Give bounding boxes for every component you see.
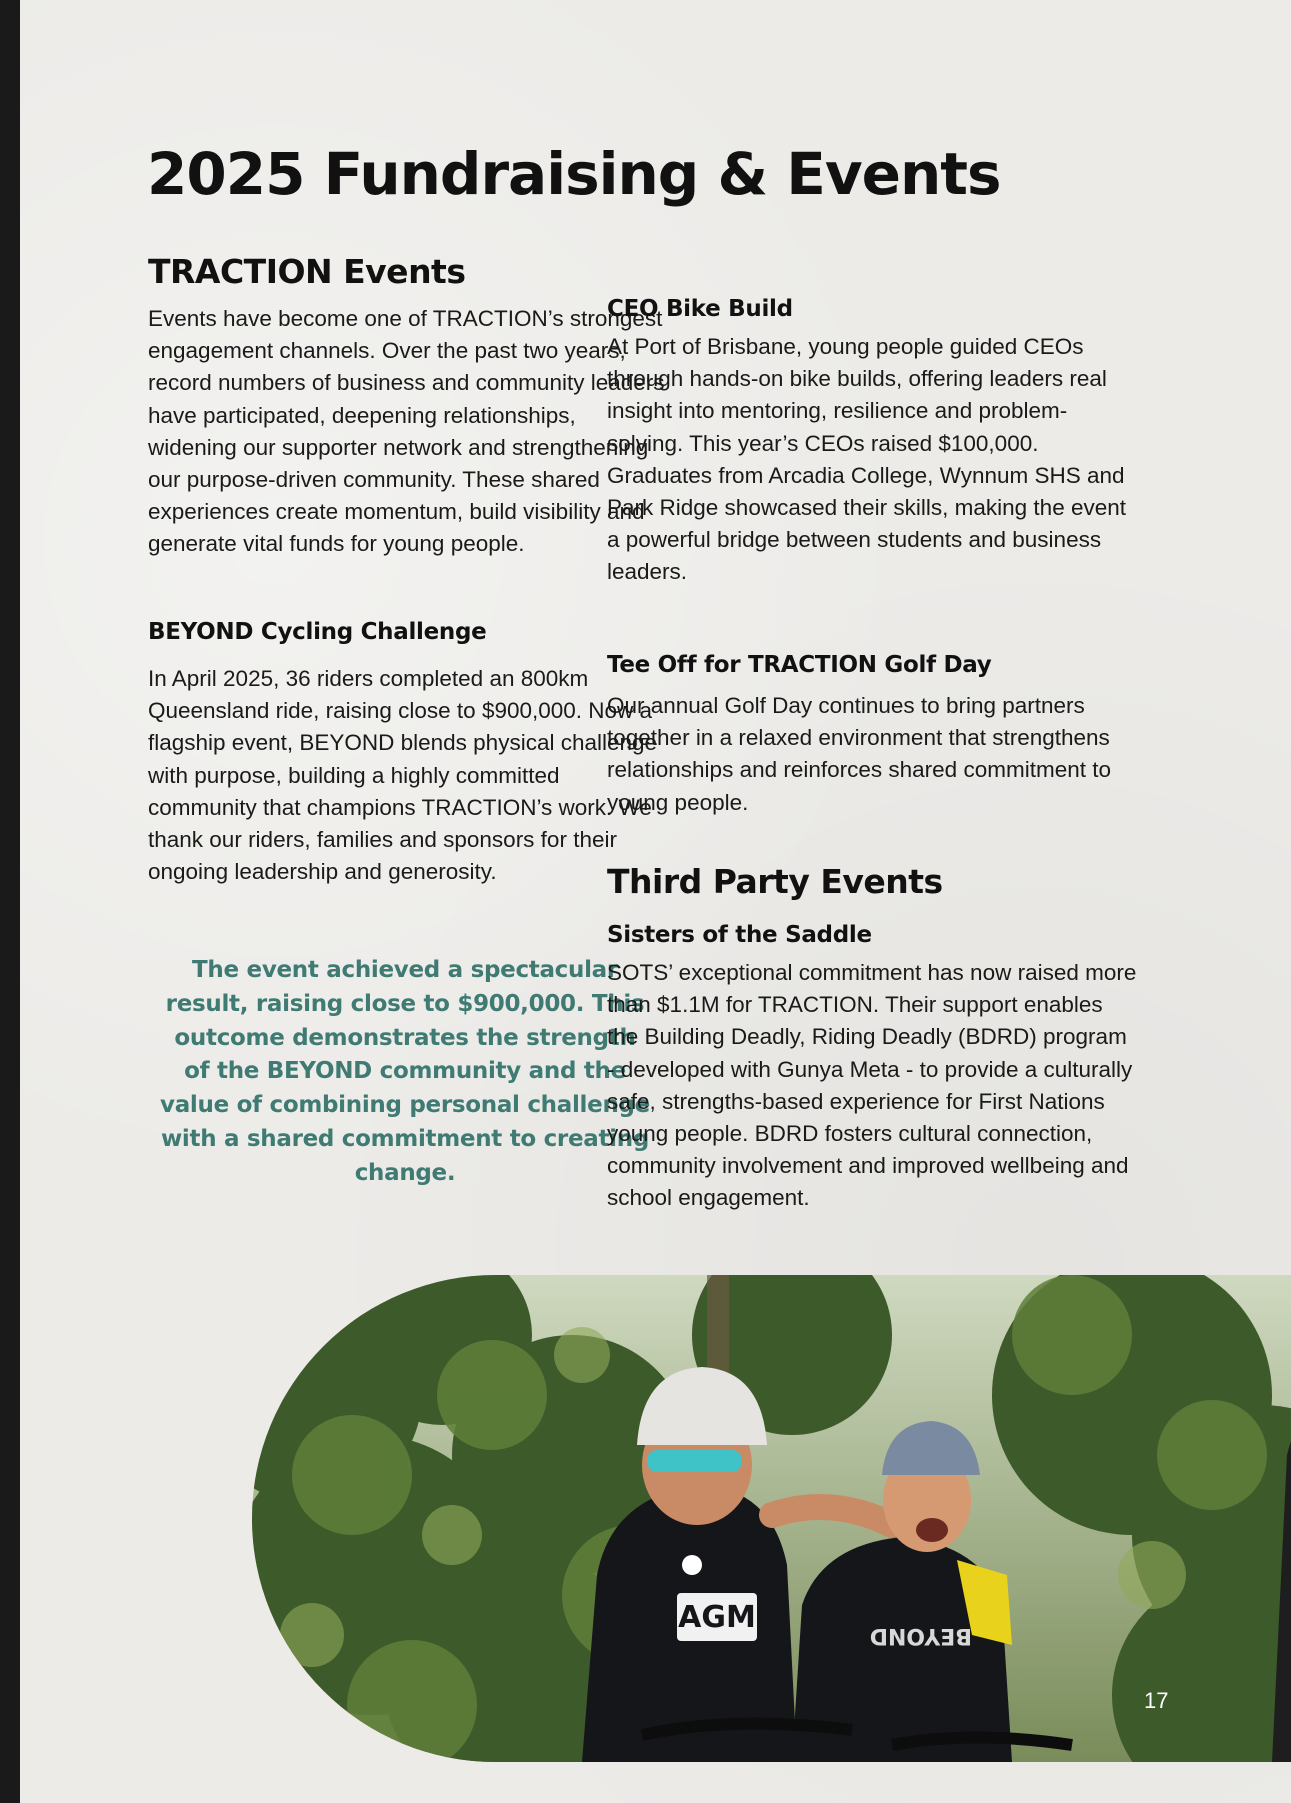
cyclists-illustration: [252, 1275, 1291, 1762]
beyond-heading: BEYOND Cycling Challenge: [148, 619, 487, 645]
page-title: 2025 Fundraising & Events: [147, 140, 1001, 208]
traction-events-heading: TRACTION Events: [148, 252, 466, 291]
beyond-body: In April 2025, 36 riders completed an 800km Queensland ride, raising close to $900,000. Now a flagship event, BEYOND blends physical challenge with purpose, building a highly committed community that champions TRACTION’s work. We thank our riders, families and sponsors for their ongoing leadership and generosity.: [148, 666, 658, 885]
jersey-text-agm: AGM: [678, 1600, 756, 1635]
golf-day-heading: Tee Off for TRACTION Golf Day: [607, 652, 992, 678]
page: [20, 0, 1291, 1803]
traction-events-body: Events have become one of TRACTION’s strongest engagement channels. Over the past two years, record numbers of business and community leaders have participated, deepening relationships, widening our supporter network and strengthening our purpose-driven community. These shared experiences create momentum, build visibility and generate vital funds for young people.: [148, 306, 665, 557]
page-number: 17: [1144, 1688, 1169, 1713]
pull-quote: The event achieved a spectacular result, raising close to $900,000. This outcome demonstrates the strength of the BEYOND community and the value of combining personal challenge with a shared commitment to creating change.: [160, 957, 650, 1186]
sisters-saddle-body: SOTS’ exceptional commitment has now raised more than $1.1M for TRACTION. Their support enables the Building Deadly, Riding Deadly (BDRD) program - developed with Gunya Meta - to provide a culturally safe, strengths-based experience for First Nations young people. BDRD fosters cultural connection, community involvement and improved wellbeing and school engagement.: [607, 960, 1137, 1211]
jersey-text-beyond: BEYOND: [869, 1623, 972, 1648]
sisters-saddle-heading: Sisters of the Saddle: [607, 922, 872, 948]
golf-day-body: Our annual Golf Day continues to bring partners together in a relaxed environment that strengthens relationships and reinforces shared commitment to young people.: [607, 693, 1111, 815]
ceo-bike-build-body: At Port of Brisbane, young people guided CEOs through hands-on bike builds, offering leaders real insight into mentoring, resilience and problem-solving. This year’s CEOs raised $100,000. Graduates from Arcadia College, Wynnum SHS and Park Ridge showcased their skills, making the event a powerful bridge between students and business leaders.: [607, 334, 1126, 585]
ceo-bike-build-heading: CEO Bike Build: [607, 296, 793, 322]
cyclists-photo: [252, 1275, 1291, 1762]
third-party-heading: Third Party Events: [607, 862, 943, 901]
